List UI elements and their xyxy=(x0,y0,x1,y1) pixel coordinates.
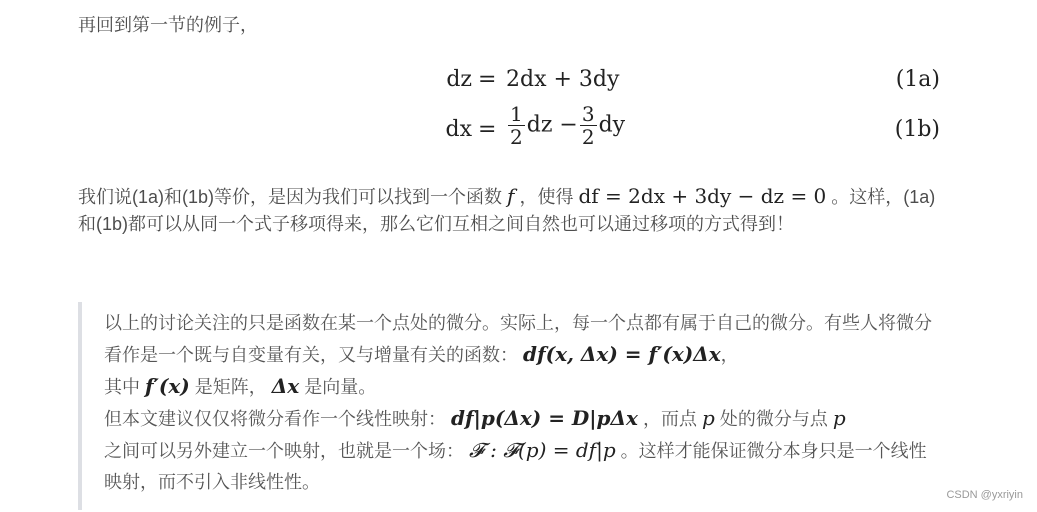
math-differential-function: df(x, Δx) = f′(x)Δx xyxy=(523,342,721,366)
blockquote-text: 以上的讨论关注的只是函数在某一个点处的微分。实际上，每一个点都有属于自己的微分。有些人将微分看作是一个既与自变量有关，又与增量有关的函数： df(x, Δx) = f′(x)Δx， 其中 f′(x) 是矩阵， Δx 是向量。 但本文建议仅仅将微分看作一个线性映射： df|p(Δx) = D|pΔx ，而点 p 处的微分与点 p 之间可以另外建立一个映射，也就是一个场： 𝓕 : 𝓕(p) = df|p 。这样才能保证微分本身只是一个线性映射，而不引入非线性性。 xyxy=(104,313,932,492)
equals-sign: = xyxy=(478,67,497,92)
math-derivative: f′(x) xyxy=(145,374,190,398)
equation-rhs: $\frac{1}{2}$ dz − $\frac{3}{2}$ dy xyxy=(510,102,626,149)
math-field: 𝓕 : 𝓕(p) = df|p xyxy=(469,438,616,462)
equation-1a xyxy=(0,55,1037,103)
watermark: CSDN @yxriyin xyxy=(946,489,1023,501)
equation-block xyxy=(0,55,1037,175)
equals-sign: = xyxy=(478,117,497,142)
equation-lhs: dz xyxy=(446,67,472,92)
math-p: p xyxy=(702,406,715,430)
equation-tag: (1a) xyxy=(895,67,940,92)
math-delta-x: Δx xyxy=(271,374,300,398)
fraction: $\frac{3}{2}$ xyxy=(581,102,595,149)
math-p: p xyxy=(832,406,846,430)
fraction: $\frac{1}{2}$ xyxy=(510,102,523,149)
equation-lhs: dx xyxy=(445,117,472,142)
equation-1b xyxy=(0,102,1037,153)
blockquote xyxy=(78,302,944,510)
math-linear-map: df|p(Δx) = D|pΔx xyxy=(451,406,638,430)
equation-rhs: 2dx + 3dy xyxy=(506,67,620,92)
body-paragraph: 我们说(1a)和(1b)等价，是因为我们可以找到一个函数 f ，使得 df = 2dx + 3dy − dz = 0 。这样，(1a)和(1b)都可以从同一个式子移项得来，那么它们互相之间自然也可以通过移项的方式得到！ xyxy=(78,184,936,234)
math-formula: df = 2dx + 3dy − dz = 0 xyxy=(578,184,827,208)
equation-tag: (1b) xyxy=(894,117,940,142)
math-f: f xyxy=(507,184,515,208)
intro-text: 再回到第一节的例子， xyxy=(78,15,258,35)
